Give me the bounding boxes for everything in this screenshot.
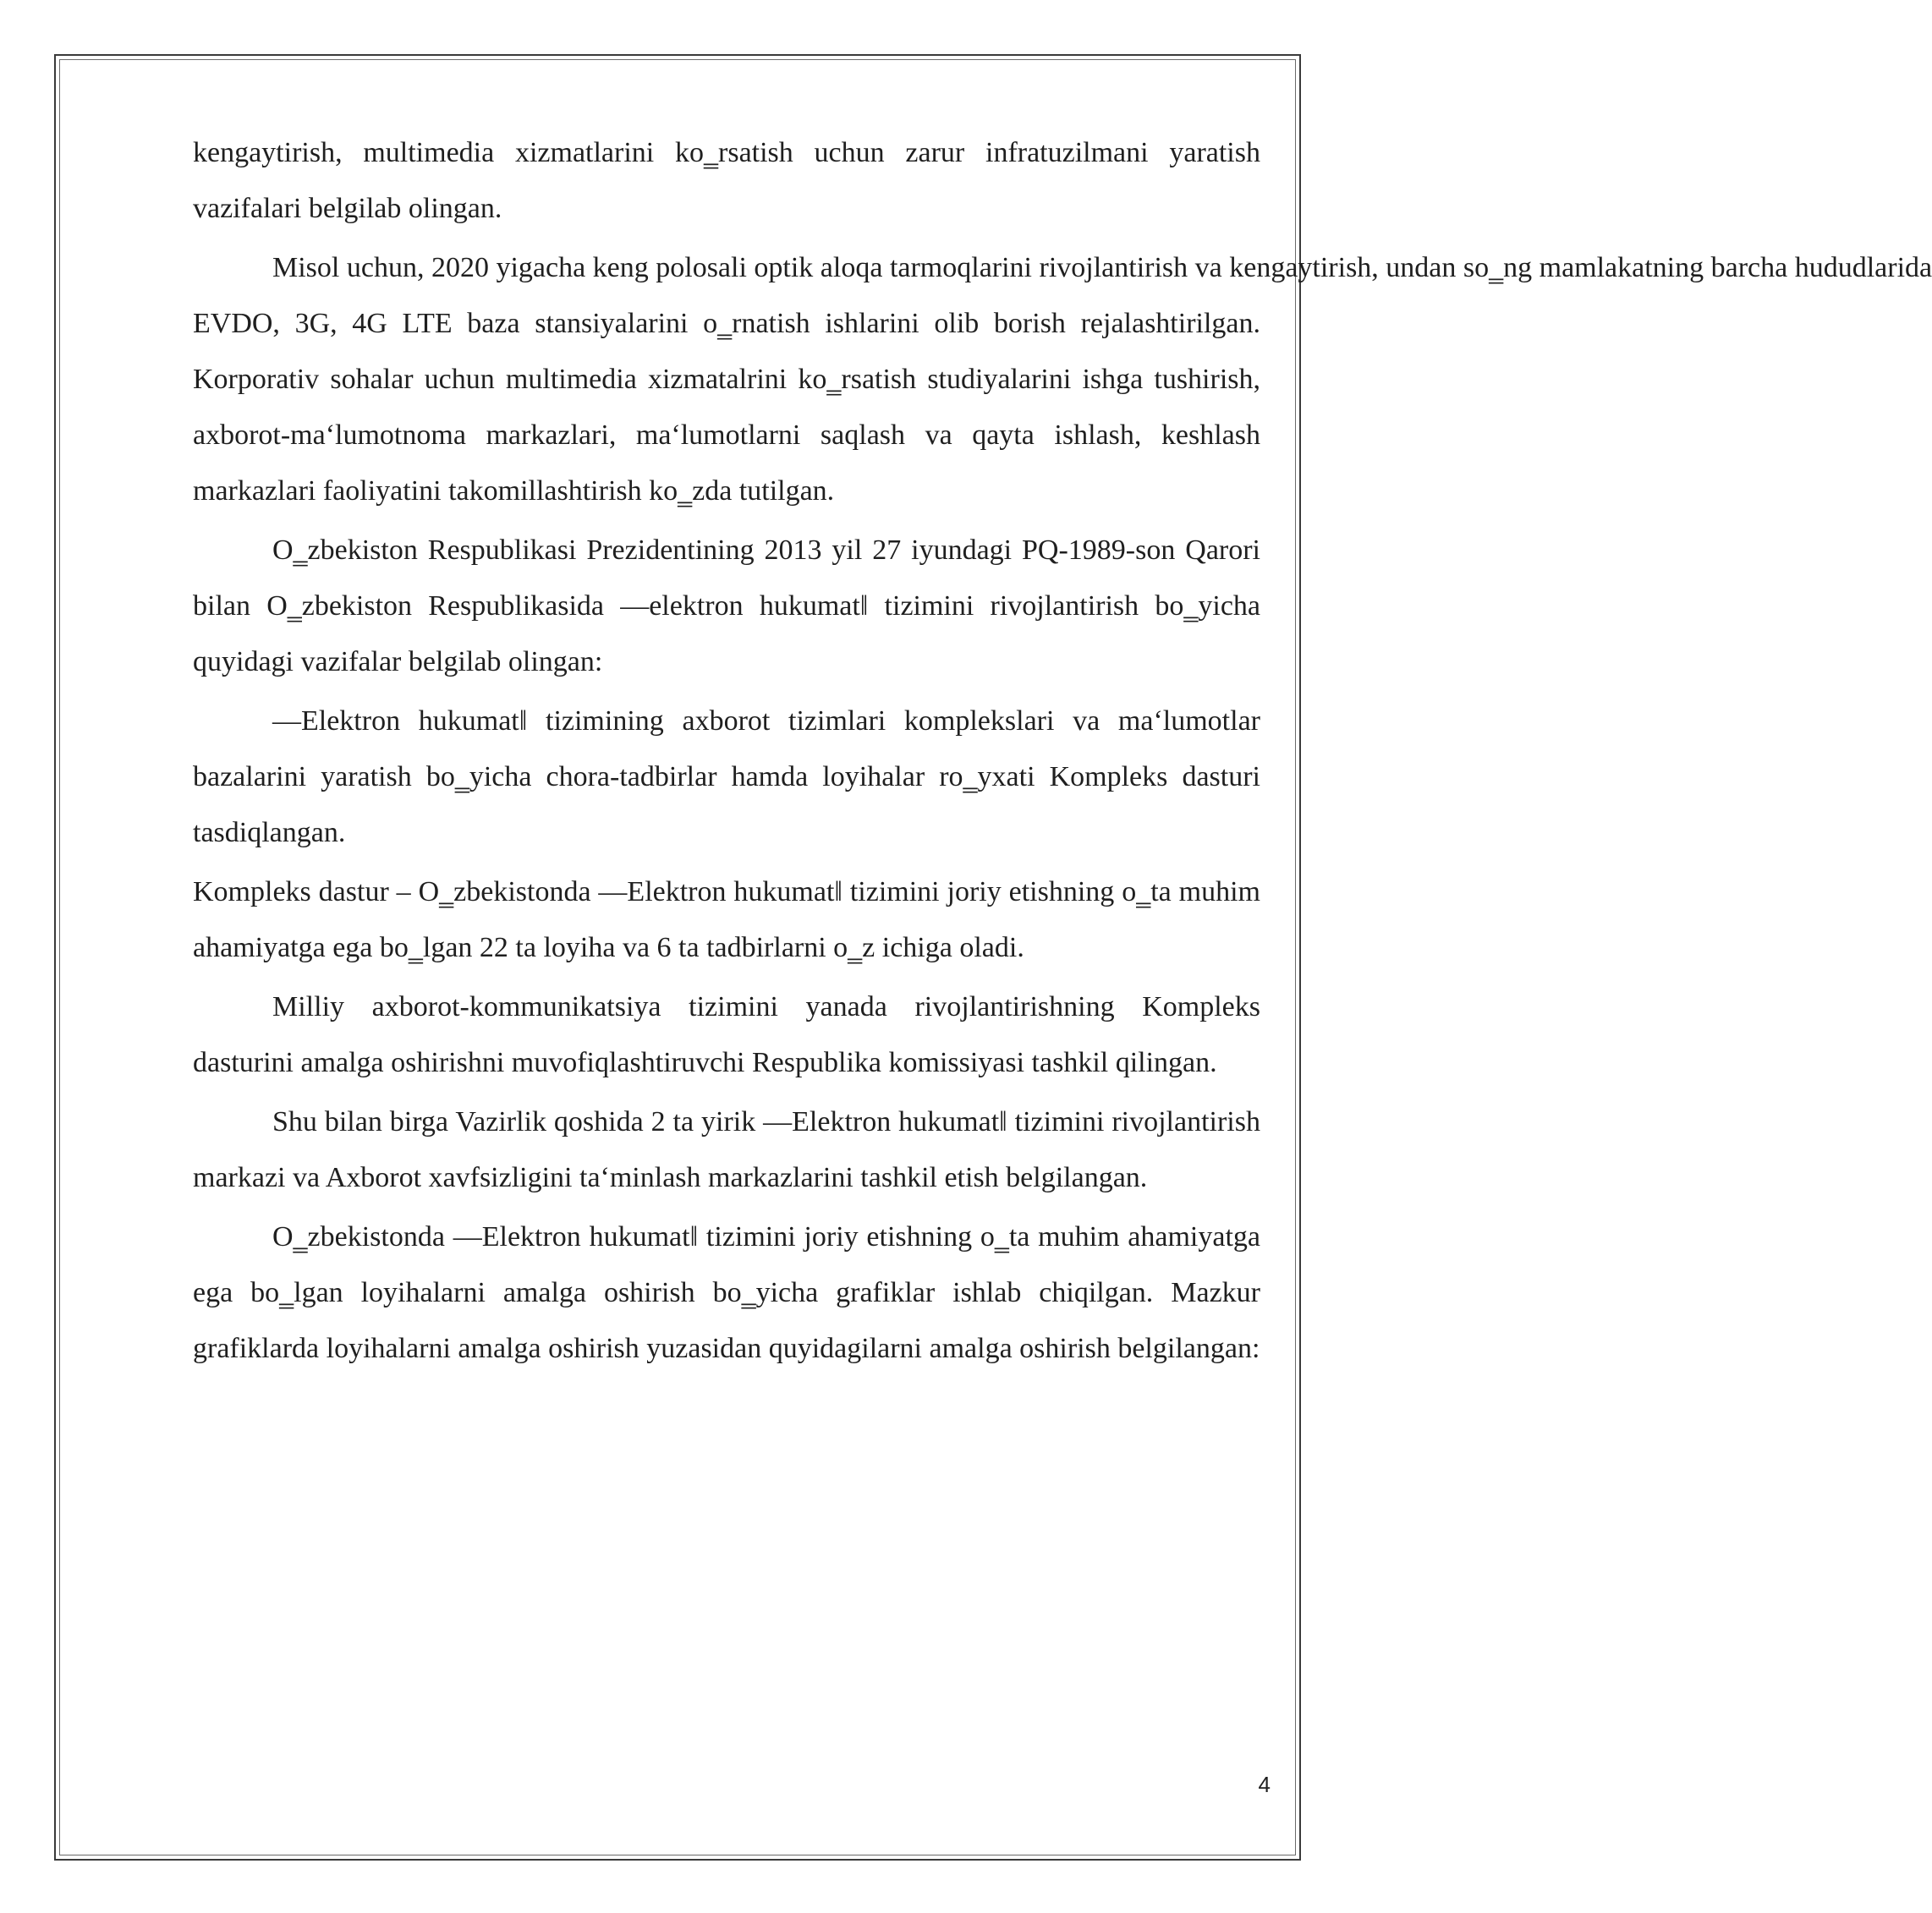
paragraph-9: O‗zbekistonda ―Elektron hukumat‖ tizimini joriy etishning o‗ta muhim ahamiyatga ega bo‗lgan loyihalarni amalga oshirish bo‗yicha grafiklar ishlab chiqilgan. Mazkur grafiklarda loyihalarni amalga oshirish yuzasidan quyidagilarni amalga oshirish belgilangan: [193, 1221, 1260, 1364]
paragraph-3: EVDO, 3G, 4G LTE baza stansiyalarini o‗rnatish ishlarini olib borish rejalashtirilgan. Korporativ sohalar uchun multimedia xizmatalrini ko‗rsatish studiyalarini ishga tushirish, axborot-ma‘lumotnoma markazlari, ma‘lumotlarni saqlash va qayta ishlash, keshlash markazlari faoliyatini takomillashtirish ko‗zda tutilgan. [193, 308, 1260, 507]
page-number: 4 [1258, 1772, 1271, 1797]
paragraph-7: Milliy axborot-kommunikatsiya tizimini yanada rivojlantirishning Kompleks dasturini amalga oshirishni muvofiqlashtiruvchi Respublika komissiyasi tashkil qilingan. [193, 991, 1260, 1078]
paragraph-4: O‗zbekiston Respublikasi Prezidentining 2013 yil 27 iyundagi PQ-1989-son Qarori bilan O‗zbekiston Respublikasida ―elektron hukumat‖ tizimini rivojlantirish bo‗yicha quyidagi vazifalar belgilab olingan: [193, 534, 1260, 677]
paragraph-2: Misol uchun, 2020 yigacha keng polosali optik aloqa tarmoqlarini rivojlantirish va kengaytirish, undan so‗ng mamlakatning barcha hududlarida [272, 252, 1932, 283]
paragraph-6: Kompleks dastur – O‗zbekistonda ―Elektron hukumat‖ tizimini joriy etishning o‗ta muhim ahamiyatga ega bo‗lgan 22 ta loyiha va 6 ta tadbirlarni o‗z ichiga oladi. [193, 876, 1260, 963]
paragraph-5: ―Elektron hukumat‖ tizimining axborot tizimlari komplekslari va ma‘lumotlar bazalarini yaratish bo‗yicha chora-tadbirlar hamda loyihalar ro‗yxati Kompleks dasturi tasdiqlangan. [193, 705, 1260, 848]
paragraph-1: kengaytirish, multimedia xizmatlarini ko‗rsatish uchun zarur infratuzilmani yaratish vazifalari belgilab olingan. [193, 137, 1260, 224]
paragraph-8: Shu bilan birga Vazirlik qoshida 2 ta yirik ―Elektron hukumat‖ tizimini rivojlantirish markazi va Axborot xavfsizligini ta‘minlash markazlarini tashkil etish belgilangan. [193, 1106, 1260, 1193]
document-body [193, 125, 1932, 1377]
